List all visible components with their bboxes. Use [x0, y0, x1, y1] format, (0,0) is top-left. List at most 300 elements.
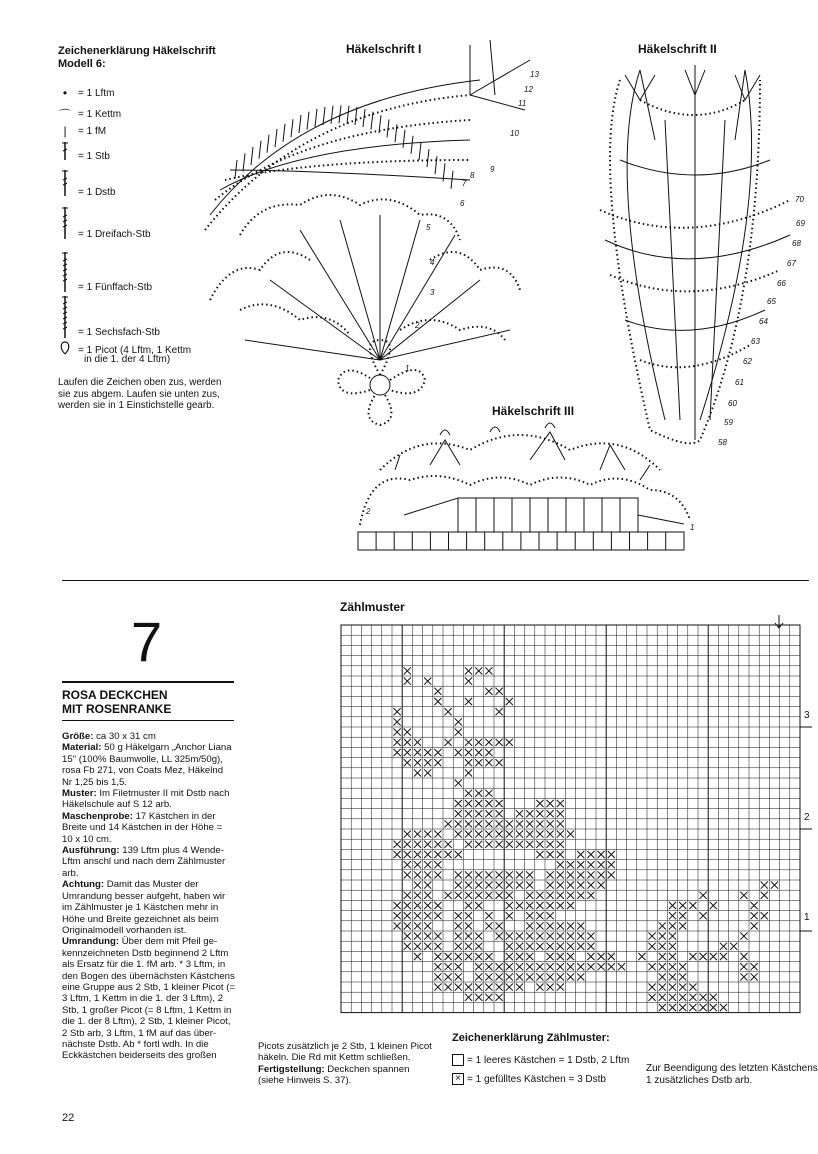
filled-cell: [649, 984, 656, 991]
filled-cell: [526, 892, 533, 899]
filled-cell: [485, 790, 492, 797]
filled-cell: [547, 922, 554, 929]
text-body: arb.: [62, 867, 79, 879]
filled-cell: [587, 953, 594, 960]
filled-cell: [496, 994, 503, 1001]
filled-cell: [506, 902, 513, 909]
text-lead: Fertigstellung:: [258, 1063, 325, 1075]
filled-cell: [465, 841, 472, 848]
filled-cell: [567, 861, 574, 868]
filled-cell: [485, 688, 492, 695]
text-line: [62, 1039, 236, 1050]
text-line: [62, 856, 236, 867]
legend-label: = 1 Dreifach-Stb: [78, 229, 151, 240]
round-label: 1: [690, 523, 695, 532]
text-line: [258, 1075, 438, 1086]
filled-cell: [475, 820, 482, 827]
text-lead: Größe:: [62, 731, 94, 742]
filled-cell: [445, 973, 452, 980]
filled-cell: [496, 800, 503, 807]
filled-cell: [414, 922, 421, 929]
filled-cell: [547, 984, 554, 991]
filled-cell: [669, 902, 676, 909]
filled-cell: [404, 871, 411, 878]
filled-cell: [526, 912, 533, 919]
filled-cell: [740, 892, 747, 899]
filled-cell: [455, 973, 462, 980]
filled-cell: [424, 882, 431, 889]
text-body: die 1. der 8 Lftm), 2 Stb, 1 kleiner Picot,: [62, 1016, 231, 1028]
filled-cell: [547, 831, 554, 838]
filled-cell: [485, 831, 492, 838]
text-line: [62, 834, 236, 845]
filled-cell: [567, 922, 574, 929]
filled-cell: [587, 861, 594, 868]
filled-cell: [659, 933, 666, 940]
text-body: kennzeichneten Dstb beginnend 2 Lftm: [62, 947, 229, 959]
text-lead: Maschenprobe:: [62, 810, 133, 822]
filled-cell: [567, 953, 574, 960]
round-label: 10: [510, 129, 519, 138]
filled-cell: [536, 973, 543, 980]
filled-cell: [414, 851, 421, 858]
filled-cell: [577, 973, 584, 980]
filled-cell: [689, 1004, 696, 1011]
model-title-line2: MIT ROSENRANKE: [62, 702, 172, 716]
filled-cell: [475, 892, 482, 899]
text-body: Umrandung besser aufgeht, haben wir: [62, 890, 226, 902]
filled-cell: [465, 922, 472, 929]
filled-cell: [608, 861, 615, 868]
text-line: [62, 948, 236, 959]
text-line: [62, 1050, 236, 1061]
filled-cell: [547, 973, 554, 980]
filled-cell: [506, 831, 513, 838]
filled-cell: [567, 871, 574, 878]
filled-cell: [404, 861, 411, 868]
round-label: 69: [796, 219, 805, 228]
filled-cell: [567, 963, 574, 970]
filled-cell: [455, 749, 462, 756]
filled-cell: [557, 973, 564, 980]
filled-cell: [455, 922, 462, 929]
filled-cell: [536, 810, 543, 817]
filled-cell: [659, 953, 666, 960]
text-body: Nr 1,25 bis 1,5.: [62, 776, 128, 788]
round-label: 58: [718, 438, 727, 447]
filled-cell: [465, 953, 472, 960]
filled-cell: [465, 882, 472, 889]
round-label: 61: [735, 378, 744, 387]
filled-cell: [394, 912, 401, 919]
filled-cell: [394, 851, 401, 858]
filled-cell: [516, 943, 523, 950]
filled-cell: [740, 953, 747, 960]
text-body: Lftm anschl und nach dem Zählmuster: [62, 856, 226, 868]
filled-cell: [455, 729, 462, 736]
filled-cell: [526, 943, 533, 950]
filled-cell: [434, 953, 441, 960]
text-body: im Zählmuster je 1 Kästchen mehr in: [62, 902, 219, 914]
legend-label: = 1 fM: [78, 125, 107, 137]
filled-cell: [659, 994, 666, 1001]
filled-cell: [394, 718, 401, 725]
filled-cell: [485, 912, 492, 919]
arc-icon: ⌒: [58, 108, 71, 122]
filled-cell: [424, 871, 431, 878]
filled-cell: [761, 892, 768, 899]
filled-cell: [689, 984, 696, 991]
filled-cell: [557, 810, 564, 817]
filled-cell: [455, 820, 462, 827]
text-line: [62, 754, 236, 765]
filled-cell: [526, 963, 533, 970]
legend-label: = 1 Sechsfach-Stb: [78, 327, 160, 338]
instructions-text: [62, 731, 236, 1062]
filled-cell: [516, 984, 523, 991]
filled-cell: [434, 851, 441, 858]
text-lead: Achtung:: [62, 879, 105, 891]
text-body: Deckchen spannen: [324, 1063, 410, 1075]
filled-cell: [465, 678, 472, 685]
filled-cell: [557, 871, 564, 878]
diagram-title-3: Häkelschrift III: [492, 404, 575, 418]
filled-cell: [414, 882, 421, 889]
legend-label: = 1 Stb: [78, 151, 110, 162]
filled-cell: [567, 933, 574, 940]
filled-cell: [720, 1004, 727, 1011]
legend-label: = 1 Dstb: [78, 187, 116, 198]
legend-empty-row: [452, 1054, 629, 1066]
filled-cell: [465, 790, 472, 797]
final-note: [646, 1063, 818, 1087]
filled-cell: [700, 1004, 707, 1011]
filled-cell: [577, 871, 584, 878]
filled-cell: [536, 912, 543, 919]
filled-cell: [465, 933, 472, 940]
filled-cell: [455, 892, 462, 899]
filled-cell: [567, 943, 574, 950]
filled-cell: [598, 861, 605, 868]
round-label: 63: [751, 337, 760, 346]
filled-cell: [598, 851, 605, 858]
empty-box-icon: [452, 1054, 464, 1066]
fm-icon: |: [63, 124, 67, 138]
text-body: 3 Lftm, 1 Kettm in die 1. der 3 Lftm), 2: [62, 993, 224, 1005]
filled-cell: [710, 994, 717, 1001]
filled-cell: [496, 688, 503, 695]
filled-cell: [424, 851, 431, 858]
filled-cell: [547, 912, 554, 919]
filled-cell: [608, 953, 615, 960]
filled-cell: [404, 943, 411, 950]
filled-cell: [567, 973, 574, 980]
round-label: 62: [743, 357, 752, 366]
filled-cell: [424, 892, 431, 899]
filled-cell: [424, 678, 431, 685]
text-body: Über dem mit Pfeil ge-: [119, 936, 218, 948]
filled-cell: [485, 739, 492, 746]
filled-cell: [414, 831, 421, 838]
filled-cell: [475, 759, 482, 766]
filled-cell: [669, 1004, 676, 1011]
filled-cell: [557, 820, 564, 827]
filled-cell: [720, 953, 727, 960]
filled-cell: [496, 708, 503, 715]
filled-cell: [465, 769, 472, 776]
filled-cell: [485, 800, 492, 807]
text-body: Höhe und Breite gezeichnet als beim: [62, 913, 219, 925]
text-line: [258, 1041, 438, 1052]
filled-cell: [445, 963, 452, 970]
text-line: [62, 811, 236, 822]
filled-cell: [669, 963, 676, 970]
filled-cell: [689, 902, 696, 909]
filled-cell: [751, 902, 758, 909]
filled-cell: [434, 943, 441, 950]
filled-cell: [404, 739, 411, 746]
text-line: [62, 993, 236, 1004]
text-body: 17 Kästchen in der: [132, 810, 216, 822]
filled-cell: [536, 841, 543, 848]
text-line: [62, 788, 236, 799]
filled-cell: [424, 841, 431, 848]
filled-cell: [475, 994, 482, 1001]
filled-cell: [536, 892, 543, 899]
legend-label: = 1 Lftm: [78, 87, 115, 99]
round-label: 3: [430, 288, 435, 297]
filled-cell: [455, 871, 462, 878]
filled-cell: [526, 871, 533, 878]
legend-label: = 1 Fünffach-Stb: [78, 282, 153, 293]
filled-cell: [547, 963, 554, 970]
filled-cell: [557, 831, 564, 838]
filled-cell: [557, 943, 564, 950]
filled-cell: [700, 892, 707, 899]
filled-cell: [608, 963, 615, 970]
text-body: 50 g Häkelgarn „Anchor Liana: [101, 742, 232, 754]
legend-filled-label: = 1 gefülltes Kästchen = 3 Dstb: [467, 1073, 606, 1085]
model-title-line1: ROSA DECKCHEN: [62, 688, 168, 702]
round-label: 59: [724, 418, 733, 427]
filled-cell: [434, 933, 441, 940]
filled-cell: [689, 994, 696, 1001]
filled-cell: [455, 851, 462, 858]
text-line: [62, 731, 236, 742]
filled-cell: [434, 973, 441, 980]
filled-cell: [424, 902, 431, 909]
filled-cell: [557, 933, 564, 940]
filled-cell: [557, 861, 564, 868]
filled-cell: [608, 851, 615, 858]
text-line: [62, 925, 236, 936]
text-line: [62, 982, 236, 993]
filled-cell: [659, 922, 666, 929]
filled-cell: [414, 871, 421, 878]
filled-cell: [526, 882, 533, 889]
filled-cell: [567, 882, 574, 889]
filled-cell: [669, 922, 676, 929]
filled-cell: [598, 871, 605, 878]
filled-cell: [404, 729, 411, 736]
text-line: [62, 936, 236, 947]
filled-cell: [506, 882, 513, 889]
text-line: [62, 777, 236, 788]
round-label: 8: [470, 171, 475, 180]
round-label: 11: [518, 99, 527, 108]
filled-cell: [465, 912, 472, 919]
filled-cell: [506, 841, 513, 848]
text-body: 2 Stb arb, 3 Lftm, 1 fM auf das über-: [62, 1027, 217, 1039]
legend-label: = 1 Kettm: [78, 109, 122, 120]
filled-cell: [587, 892, 594, 899]
filled-cell: [506, 984, 513, 991]
filled-cell: [414, 841, 421, 848]
final-note-line: 1 zusätzliches Dstb arb.: [646, 1075, 753, 1086]
filled-cell: [434, 749, 441, 756]
text-line: [62, 1016, 236, 1027]
text-body: den Bogen des übernächsten Kästchens: [62, 970, 235, 982]
text-line: [62, 891, 236, 902]
filled-cell: [485, 922, 492, 929]
filled-cell: [394, 708, 401, 715]
filled-cell: [414, 902, 421, 909]
legend-note-line: werden sie in 1 Einstichstelle gearb.: [58, 400, 215, 412]
filled-cell: [536, 902, 543, 909]
filled-cell: [536, 933, 543, 940]
final-note-line: Zur Beendigung des letzten Kästchens: [646, 1063, 818, 1074]
filled-cell: [496, 933, 503, 940]
filled-cell: [465, 892, 472, 899]
filled-cell: [496, 922, 503, 929]
filled-cell: [465, 667, 472, 674]
filled-cell: [557, 892, 564, 899]
filled-cell: [465, 800, 472, 807]
filled-cell: [547, 933, 554, 940]
text-line: [62, 959, 236, 970]
title-rule-bottom: [62, 720, 234, 721]
text-line: [62, 1005, 236, 1016]
filled-cell: [516, 963, 523, 970]
filled-cell: [516, 841, 523, 848]
text-line: [62, 845, 236, 856]
filled-cell: [455, 882, 462, 889]
model-number: 7: [131, 610, 163, 673]
filled-cell: [424, 749, 431, 756]
filled-cell: [404, 933, 411, 940]
filled-cell: [710, 1004, 717, 1011]
filled-cell: [404, 912, 411, 919]
round-label: 2: [366, 507, 371, 516]
filled-cell: [547, 953, 554, 960]
filled-cell: [496, 892, 503, 899]
text-body: Damit das Muster der: [104, 879, 199, 891]
filled-cell: [761, 882, 768, 889]
round-label: 1: [405, 364, 410, 373]
filled-cell: [679, 994, 686, 1001]
filled-cell: [536, 943, 543, 950]
filled-cell: [424, 831, 431, 838]
filled-cell: [526, 922, 533, 929]
filled-cell: [455, 984, 462, 991]
filled-cell: [536, 820, 543, 827]
filled-cell: [669, 943, 676, 950]
filled-cell: [465, 871, 472, 878]
filled-cell: [557, 902, 564, 909]
filled-cell: [557, 882, 564, 889]
filled-cell: [445, 841, 452, 848]
filled-cell: [526, 841, 533, 848]
filled-cell: [404, 841, 411, 848]
filled-cell: [465, 994, 472, 1001]
filled-cell: [526, 820, 533, 827]
filled-cell: [577, 882, 584, 889]
filled-cell: [506, 892, 513, 899]
text-lead: Ausführung:: [62, 845, 120, 857]
filled-cell: [710, 902, 717, 909]
filled-cell: [496, 841, 503, 848]
filled-cell: [506, 912, 513, 919]
filled-cell: [414, 912, 421, 919]
filled-cell: [475, 810, 482, 817]
filled-cell: [496, 739, 503, 746]
text-line: [62, 765, 236, 776]
filled-cell: [475, 871, 482, 878]
filled-cell: [618, 963, 625, 970]
filled-cell: [485, 871, 492, 878]
filled-cell: [475, 800, 482, 807]
filled-cell: [475, 973, 482, 980]
filled-cell: [526, 933, 533, 940]
filled-cell: [485, 667, 492, 674]
round-label: 65: [767, 297, 776, 306]
filled-cell: [567, 902, 574, 909]
filled-cell: [404, 851, 411, 858]
filled-cell: [434, 831, 441, 838]
filled-cell: [669, 994, 676, 1001]
filled-cell: [638, 953, 645, 960]
text-line: [258, 1064, 438, 1075]
filled-cell: [700, 994, 707, 1001]
filled-cell: [536, 851, 543, 858]
filled-cell: [424, 769, 431, 776]
filled-cell: [598, 953, 605, 960]
filled-cell: [587, 963, 594, 970]
filled-cell: [567, 892, 574, 899]
filled-cell: [445, 820, 452, 827]
filled-cell: [475, 749, 482, 756]
filled-cell: [506, 973, 513, 980]
filled-cell: [485, 882, 492, 889]
text-body: 15" (100% Baumwolle, LL 325m/50g),: [62, 753, 223, 765]
chart-side-label: 3: [804, 710, 810, 721]
filled-cell: [414, 861, 421, 868]
filled-cell: [700, 953, 707, 960]
filled-cell: [608, 871, 615, 878]
text-line: [62, 914, 236, 925]
text-body: Originalmodell vorhanden ist.: [62, 924, 187, 936]
round-label: 12: [524, 85, 533, 94]
filled-cell: [587, 933, 594, 940]
filled-cell: [485, 973, 492, 980]
filled-cell: [649, 943, 656, 950]
filled-cell: [485, 953, 492, 960]
filled-cell: [669, 984, 676, 991]
filled-cell: [404, 831, 411, 838]
legend-note-line: sie zus abgem. Laufen sie unten zus,: [58, 388, 220, 400]
filled-cell: [761, 912, 768, 919]
filled-cell: [485, 994, 492, 1001]
